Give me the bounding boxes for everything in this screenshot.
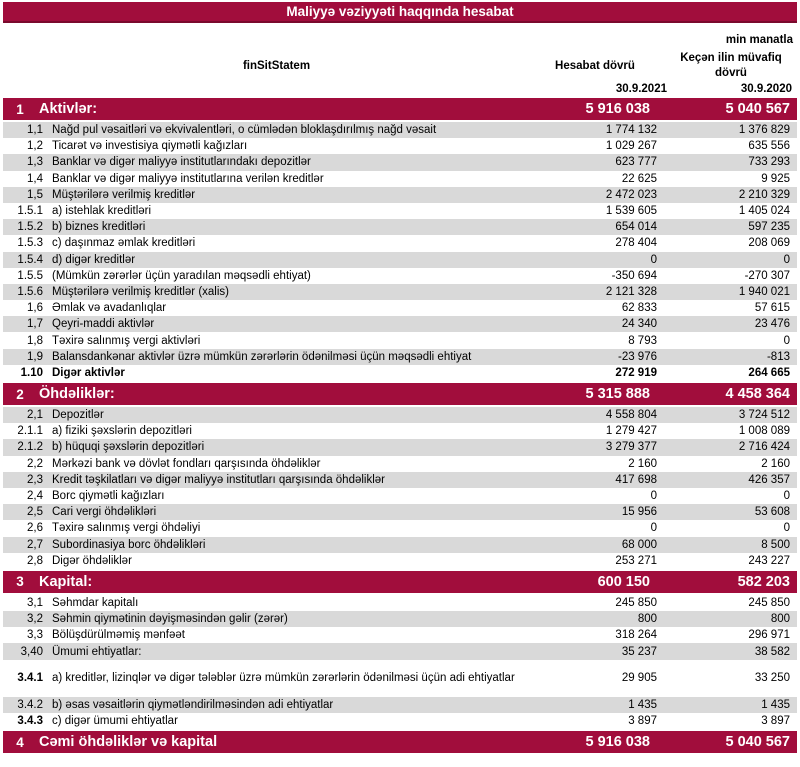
row-label: Banklar və digər maliyyə institutlarındakı depozitlər xyxy=(52,156,311,169)
row-number: 2,8 xyxy=(27,554,43,567)
table-row xyxy=(3,423,797,439)
row-value-prior: -813 xyxy=(766,350,790,363)
section-value-current: 5 315 888 xyxy=(585,386,650,402)
table-row xyxy=(3,138,797,154)
section-value-prior: 582 203 xyxy=(737,573,790,590)
row-value-prior: 1 435 xyxy=(761,698,790,711)
table-row xyxy=(3,472,797,488)
row-number: 1,9 xyxy=(27,350,43,363)
row-label: Kredit təşkilatları və digər maliyyə institutları qarşısında öhdəliklər xyxy=(52,473,386,486)
row-number: 1,7 xyxy=(27,318,43,331)
row-value-prior: 2 716 424 xyxy=(738,441,790,454)
table-row xyxy=(3,203,797,219)
section-value-prior: 5 040 567 xyxy=(725,101,790,117)
row-label: a) istehlak kreditləri xyxy=(52,205,152,218)
row-value-current: 29 905 xyxy=(621,672,657,685)
column-headers xyxy=(3,51,797,81)
row-value-current: 2 472 023 xyxy=(605,188,657,201)
table-row xyxy=(3,713,797,729)
row-label: Borc qiymətli kağızları xyxy=(52,490,165,503)
section-header-row xyxy=(3,731,797,753)
table-row xyxy=(3,171,797,187)
row-number: 3,3 xyxy=(27,629,43,642)
row-value-current: 62 833 xyxy=(621,302,657,315)
row-number: 1.10 xyxy=(20,366,43,379)
row-value-prior: 0 xyxy=(783,334,790,347)
row-value-current: 623 777 xyxy=(615,156,657,169)
row-value-current: 68 000 xyxy=(621,538,657,551)
row-value-prior: 208 069 xyxy=(748,237,790,250)
row-value-current: 272 919 xyxy=(615,366,657,379)
row-label: Səhmdar kapitalı xyxy=(52,596,139,609)
row-value-prior: 0 xyxy=(783,522,790,535)
row-value-prior: 800 xyxy=(770,613,790,626)
row-value-prior: 1 940 021 xyxy=(738,285,790,298)
section-value-current: 600 150 xyxy=(597,573,650,590)
row-value-prior: 2 210 329 xyxy=(738,188,790,201)
row-value-current: 1 539 605 xyxy=(605,205,657,218)
row-value-prior: 1 008 089 xyxy=(738,425,790,438)
row-value-current: 278 404 xyxy=(615,237,657,250)
row-value-current: 0 xyxy=(650,490,657,503)
row-label: Banklar və digər maliyyə institutlarına verilən kreditlər xyxy=(52,172,324,185)
row-number: 1.5.6 xyxy=(17,285,43,298)
row-number: 3.4.2 xyxy=(17,698,43,711)
table-row xyxy=(3,268,797,284)
statement-table xyxy=(3,98,797,753)
row-value-prior: 38 582 xyxy=(754,645,790,658)
prior-period-date: 30.9.2020 xyxy=(740,83,792,95)
table-row xyxy=(3,553,797,569)
row-label: b) hüquqi şəxslərin depozitləri xyxy=(52,441,205,454)
row-value-prior: 3 724 512 xyxy=(738,409,790,422)
row-label: Depozitlər xyxy=(52,409,104,422)
row-number: 1.5.2 xyxy=(17,221,43,234)
row-value-prior: 8 500 xyxy=(761,538,790,551)
section-header-row xyxy=(3,383,797,405)
row-value-prior: 2 160 xyxy=(761,457,790,470)
column-header-prior-period: Keçən ilin müvafiq dövrü xyxy=(680,52,782,79)
table-row xyxy=(3,504,797,520)
row-value-prior: 264 665 xyxy=(748,366,790,379)
section-value-current: 5 916 038 xyxy=(585,734,650,750)
row-number: 1,3 xyxy=(27,156,43,169)
table-row xyxy=(3,187,797,203)
row-number: 1.5.4 xyxy=(17,253,43,266)
row-value-prior: 245 850 xyxy=(748,596,790,609)
row-number: 1.5.3 xyxy=(17,237,43,250)
table-row xyxy=(3,349,797,365)
row-value-current: 245 850 xyxy=(615,596,657,609)
row-number: 1.5.1 xyxy=(17,205,43,218)
row-label: b) əsas vəsaitlərin qiymətləndirilməsindən adi ehtiyatlar xyxy=(52,698,334,711)
row-value-current: 2 121 328 xyxy=(605,285,657,298)
table-row xyxy=(3,122,797,138)
row-value-prior: 635 556 xyxy=(748,140,790,153)
unit-note: min manatla xyxy=(725,34,793,46)
row-value-prior: 53 608 xyxy=(754,506,790,519)
row-number: 2,6 xyxy=(27,522,43,535)
row-value-current: 318 264 xyxy=(615,629,657,642)
table-row xyxy=(3,643,797,659)
row-value-prior: 733 293 xyxy=(748,156,790,169)
table-row xyxy=(3,154,797,170)
row-label: Təxirə salınmış vergi aktivləri xyxy=(52,334,201,347)
row-label: Subordinasiya borc öhdəlikləri xyxy=(52,538,206,551)
row-value-current: 0 xyxy=(650,522,657,535)
row-value-current: -350 694 xyxy=(611,269,657,282)
row-label: c) digər ümumi ehtiyatlar xyxy=(52,714,178,727)
row-number: 3,40 xyxy=(20,645,43,658)
row-label: b) biznes kreditləri xyxy=(52,221,146,234)
table-row xyxy=(3,332,797,348)
table-row xyxy=(3,252,797,268)
row-number: 2.1.2 xyxy=(17,441,43,454)
row-number: 1,8 xyxy=(27,334,43,347)
section-number: 1 xyxy=(16,101,24,117)
row-value-current: 3 279 377 xyxy=(605,441,657,454)
table-row xyxy=(3,611,797,627)
table-row xyxy=(3,439,797,455)
section-label: Öhdəliklər: xyxy=(39,386,115,402)
row-number: 1,6 xyxy=(27,302,43,315)
table-row xyxy=(3,488,797,504)
row-number: 1,5 xyxy=(27,188,43,201)
row-value-prior: 243 227 xyxy=(748,554,790,567)
row-value-current: 35 237 xyxy=(621,645,657,658)
row-number: 3,1 xyxy=(27,596,43,609)
row-value-current: 22 625 xyxy=(621,172,657,185)
row-value-current: 800 xyxy=(637,613,657,626)
row-value-current: 654 014 xyxy=(615,221,657,234)
table-row xyxy=(3,595,797,611)
row-label: Digər aktivlər xyxy=(52,366,125,379)
row-value-prior: 1 405 024 xyxy=(738,205,790,218)
row-number: 1.5.5 xyxy=(17,269,43,282)
row-label: Nağd pul vəsaitləri və ekvivalentləri, o cümlədən bloklaşdırılmış nağd vəsait xyxy=(52,124,437,137)
section-label: Aktivlər: xyxy=(39,101,98,117)
section-header-row xyxy=(3,98,797,120)
row-label: Cari vergi öhdəlikləri xyxy=(52,506,157,519)
row-value-prior: 9 925 xyxy=(761,172,790,185)
table-row xyxy=(3,300,797,316)
row-value-prior: 57 615 xyxy=(754,302,790,315)
row-label: (Mümkün zərərlər üçün yaradılan məqsədli ehtiyat) xyxy=(52,269,311,282)
row-value-current: 1 029 267 xyxy=(605,140,657,153)
row-number: 1,1 xyxy=(27,124,43,137)
row-value-prior: 296 971 xyxy=(748,629,790,642)
table-row xyxy=(3,316,797,332)
period-dates-row xyxy=(3,83,797,95)
row-number: 2,2 xyxy=(27,457,43,470)
section-value-current: 5 916 038 xyxy=(585,101,650,117)
current-period-date: 30.9.2021 xyxy=(615,83,667,95)
row-value-prior: 1 376 829 xyxy=(738,124,790,137)
table-row xyxy=(3,520,797,536)
row-label: Səhmin qiymətinin dəyişməsindən gəlir (zərər) xyxy=(52,613,288,626)
row-label: Əmlak və avadanlıqlar xyxy=(52,302,167,315)
report-title: Maliyyə vəziyyəti haqqında hesabat xyxy=(3,2,797,23)
row-value-current: 8 793 xyxy=(628,334,657,347)
row-label: d) digər kreditlər xyxy=(52,253,136,266)
row-number: 2.1.1 xyxy=(17,425,43,438)
row-value-current: 4 558 804 xyxy=(605,409,657,422)
row-label: Müştərilərə verilmiş kreditlər (xalis) xyxy=(52,285,229,298)
row-value-prior: 426 357 xyxy=(748,473,790,486)
column-header-statement: finSitStatem xyxy=(242,60,311,72)
row-label: a) fiziki şəxslərin depozitləri xyxy=(52,425,192,438)
row-label: Ümumi ehtiyatlar: xyxy=(52,645,142,658)
row-label: Balansdankənar aktivlər üzrə mümkün zərərlərin ödənilməsi üçün məqsədli ehtiyat xyxy=(52,350,472,363)
row-value-prior: 0 xyxy=(783,490,790,503)
table-row xyxy=(3,365,797,381)
row-label: Təxirə salınmış vergi öhdəliyi xyxy=(52,522,201,535)
row-value-current: 24 340 xyxy=(621,318,657,331)
row-value-current: -23 976 xyxy=(617,350,657,363)
row-value-current: 253 271 xyxy=(615,554,657,567)
row-label: Ticarət və investisiya qiymətli kağızları xyxy=(52,140,248,153)
section-label: Cəmi öhdəliklər və kapital xyxy=(39,734,218,750)
table-row xyxy=(3,235,797,251)
row-number: 2,1 xyxy=(27,409,43,422)
table-row xyxy=(3,660,797,697)
table-row xyxy=(3,456,797,472)
row-value-current: 1 435 xyxy=(628,698,657,711)
row-label: Müştərilərə verilmiş kreditlər xyxy=(52,188,196,201)
row-number: 1,2 xyxy=(27,140,43,153)
row-value-prior: 33 250 xyxy=(754,672,790,685)
section-number: 4 xyxy=(16,734,24,750)
row-value-current: 15 956 xyxy=(621,506,657,519)
row-number: 2,4 xyxy=(27,490,43,503)
row-label: Digər öhdəliklər xyxy=(52,554,132,567)
row-number: 3,2 xyxy=(27,613,43,626)
row-value-current: 417 698 xyxy=(615,473,657,486)
row-number: 3.4.3 xyxy=(17,714,43,727)
section-label: Kapital: xyxy=(39,573,93,590)
section-value-prior: 4 458 364 xyxy=(725,386,790,402)
row-number: 2,3 xyxy=(27,473,43,486)
row-label: a) kreditlər, lizinqlər və digər tələblər üzrə mümkün zərərlərin ödənilməsi üçün adi ehtiyatlar xyxy=(52,672,515,685)
row-value-current: 2 160 xyxy=(628,457,657,470)
table-row xyxy=(3,284,797,300)
row-value-prior: 23 476 xyxy=(754,318,790,331)
row-value-prior: 3 897 xyxy=(761,714,790,727)
table-row xyxy=(3,697,797,713)
row-number: 2,5 xyxy=(27,506,43,519)
row-label: Bölüşdürülməmiş mənfəət xyxy=(52,629,185,642)
section-value-prior: 5 040 567 xyxy=(725,734,790,750)
table-row xyxy=(3,407,797,423)
row-label: Qeyri-maddi aktivlər xyxy=(52,318,155,331)
section-number: 2 xyxy=(16,386,24,402)
table-row xyxy=(3,627,797,643)
section-number: 3 xyxy=(16,574,24,590)
table-row xyxy=(3,537,797,553)
row-value-current: 0 xyxy=(650,253,657,266)
row-label: Mərkəzi bank və dövlət fondları qarşısında öhdəliklər xyxy=(52,457,321,470)
row-value-current: 3 897 xyxy=(628,714,657,727)
row-number: 1,4 xyxy=(27,172,43,185)
row-value-prior: 0 xyxy=(783,253,790,266)
row-value-prior: -270 307 xyxy=(744,269,790,282)
row-label: c) daşınmaz əmlak kreditləri xyxy=(52,237,196,250)
table-row xyxy=(3,219,797,235)
row-number: 2,7 xyxy=(27,538,43,551)
row-value-prior: 597 235 xyxy=(748,221,790,234)
row-number: 3.4.1 xyxy=(17,672,43,685)
column-header-current-period: Hesabat dövrü xyxy=(555,60,635,72)
row-value-current: 1 279 427 xyxy=(605,425,657,438)
row-value-current: 1 774 132 xyxy=(605,124,657,137)
section-header-row xyxy=(3,571,797,593)
